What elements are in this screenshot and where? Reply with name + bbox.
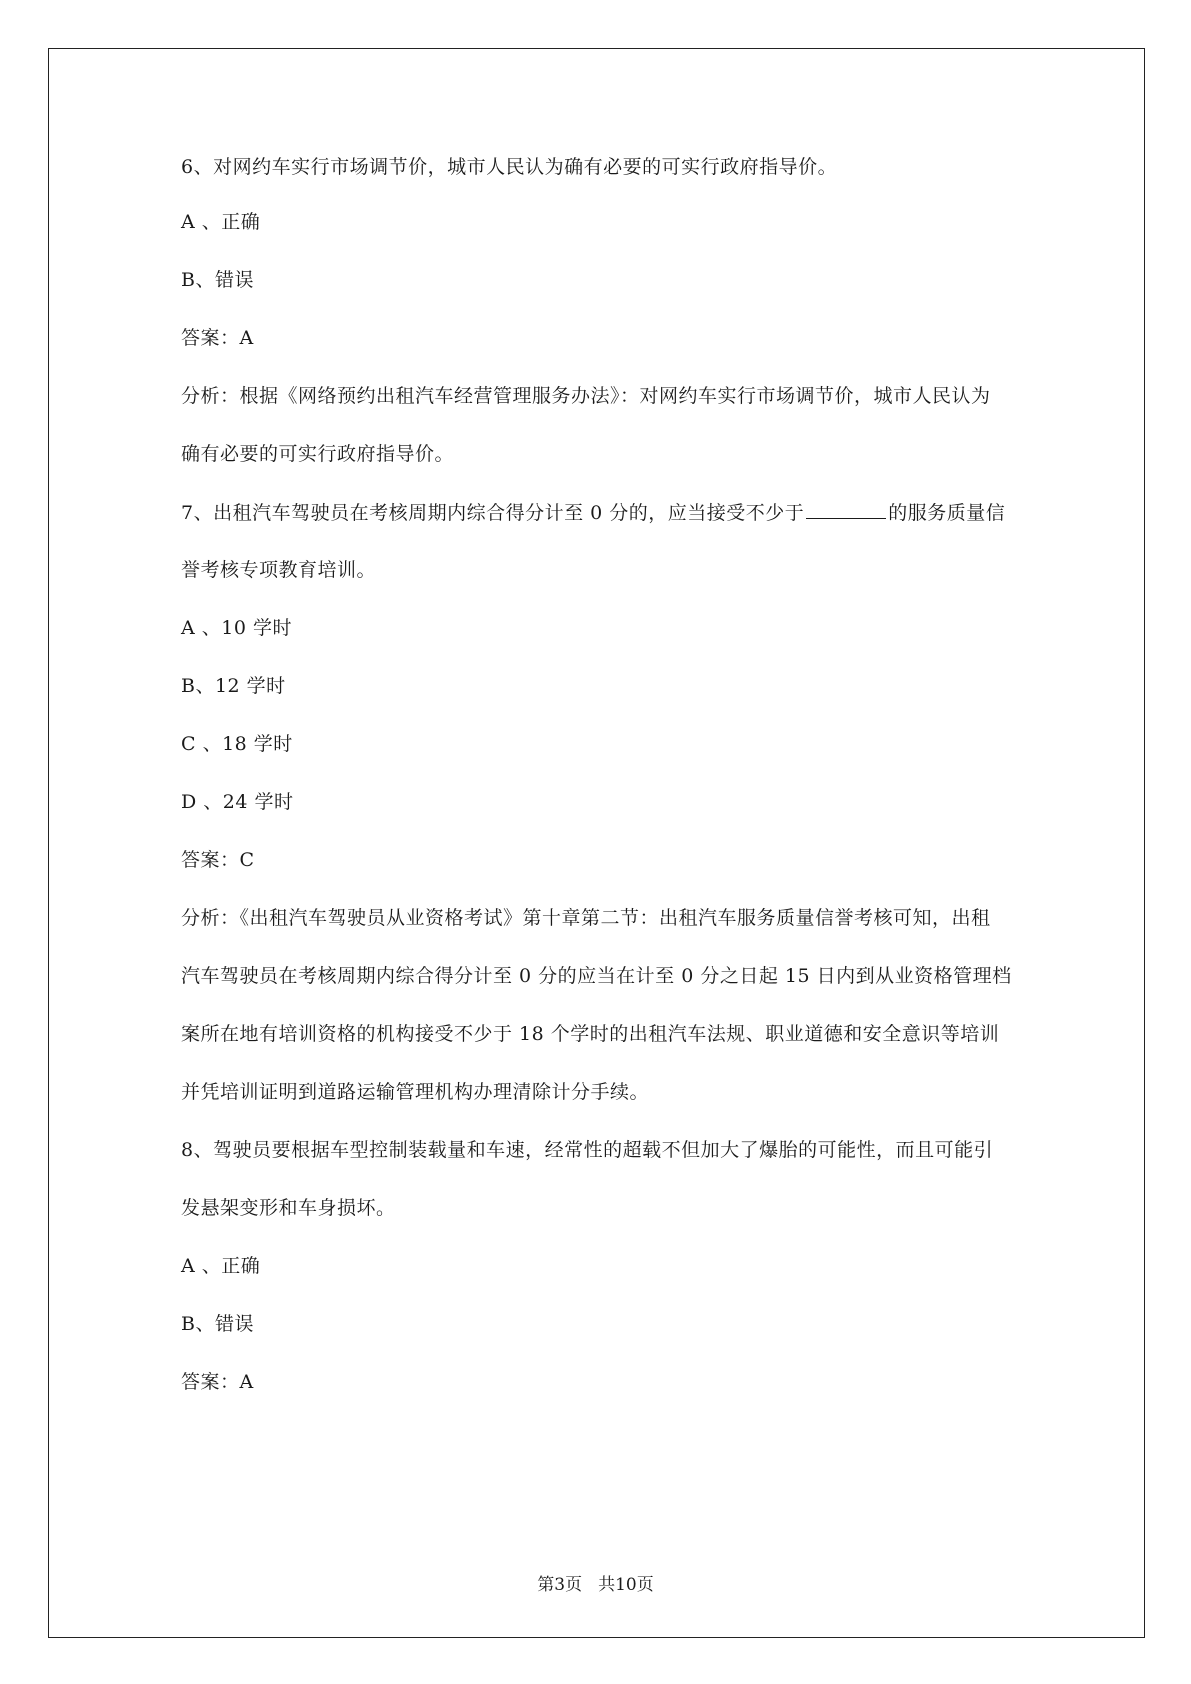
page-total: 共10页 bbox=[598, 1575, 654, 1595]
question-7-option-a: A 、10 学时 bbox=[181, 617, 292, 639]
page-number: 第3页 bbox=[537, 1575, 583, 1595]
question-8-text-line2: 发悬架变形和车身损坏。 bbox=[181, 1197, 396, 1219]
question-7-option-c: C 、18 学时 bbox=[181, 733, 293, 755]
question-7-text-line1 bbox=[181, 498, 1005, 527]
fill-in-blank bbox=[806, 498, 886, 519]
question-7-option-b: B、12 学时 bbox=[181, 675, 286, 697]
question-6-option-a: A 、正确 bbox=[181, 211, 261, 233]
question-8-option-b: B、错误 bbox=[181, 1313, 254, 1335]
question-7-answer: 答案：C bbox=[181, 849, 255, 871]
question-7-analysis-line4: 并凭培训证明到道路运输管理机构办理清除计分手续。 bbox=[181, 1081, 650, 1103]
question-6-option-b: B、错误 bbox=[181, 269, 254, 291]
question-7-analysis-line2: 汽车驾驶员在考核周期内综合得分计至 0 分的应当在计至 0 分之日起 15 日内到从业资格管理档 bbox=[181, 965, 1012, 987]
question-8-option-a: A 、正确 bbox=[181, 1255, 261, 1277]
question-6-text: 6、对网约车实行市场调节价，城市人民认为确有必要的可实行政府指导价。 bbox=[181, 156, 838, 178]
page-footer bbox=[0, 1570, 1191, 1595]
question-6-analysis-line2: 确有必要的可实行政府指导价。 bbox=[181, 443, 455, 465]
question-6-answer: 答案：A bbox=[181, 327, 254, 349]
question-7-text-after-blank: 的服务质量信 bbox=[888, 502, 1006, 524]
question-8-text-line1: 8、驾驶员要根据车型控制装载量和车速，经常性的超载不但加大了爆胎的可能性，而且可能引 bbox=[181, 1139, 994, 1161]
question-7-analysis-line1: 分析：《出租汽车驾驶员从业资格考试》第十章第二节：出租汽车服务质量信誉考核可知，出租 bbox=[181, 907, 991, 929]
question-8-answer: 答案：A bbox=[181, 1371, 254, 1393]
question-7-text-before-blank: 7、出租汽车驾驶员在考核周期内综合得分计至 0 分的，应当接受不少于 bbox=[181, 502, 805, 524]
question-6-analysis-line1: 分析：根据《网络预约出租汽车经营管理服务办法》：对网约车实行市场调节价，城市人民认为 bbox=[181, 385, 991, 407]
question-7-text-line2: 誉考核专项教育培训。 bbox=[181, 559, 377, 581]
question-7-option-d: D 、24 学时 bbox=[181, 791, 294, 813]
question-7-analysis-line3: 案所在地有培训资格的机构接受不少于 18 个学时的出租汽车法规、职业道德和安全意识等培训 bbox=[181, 1023, 1000, 1045]
